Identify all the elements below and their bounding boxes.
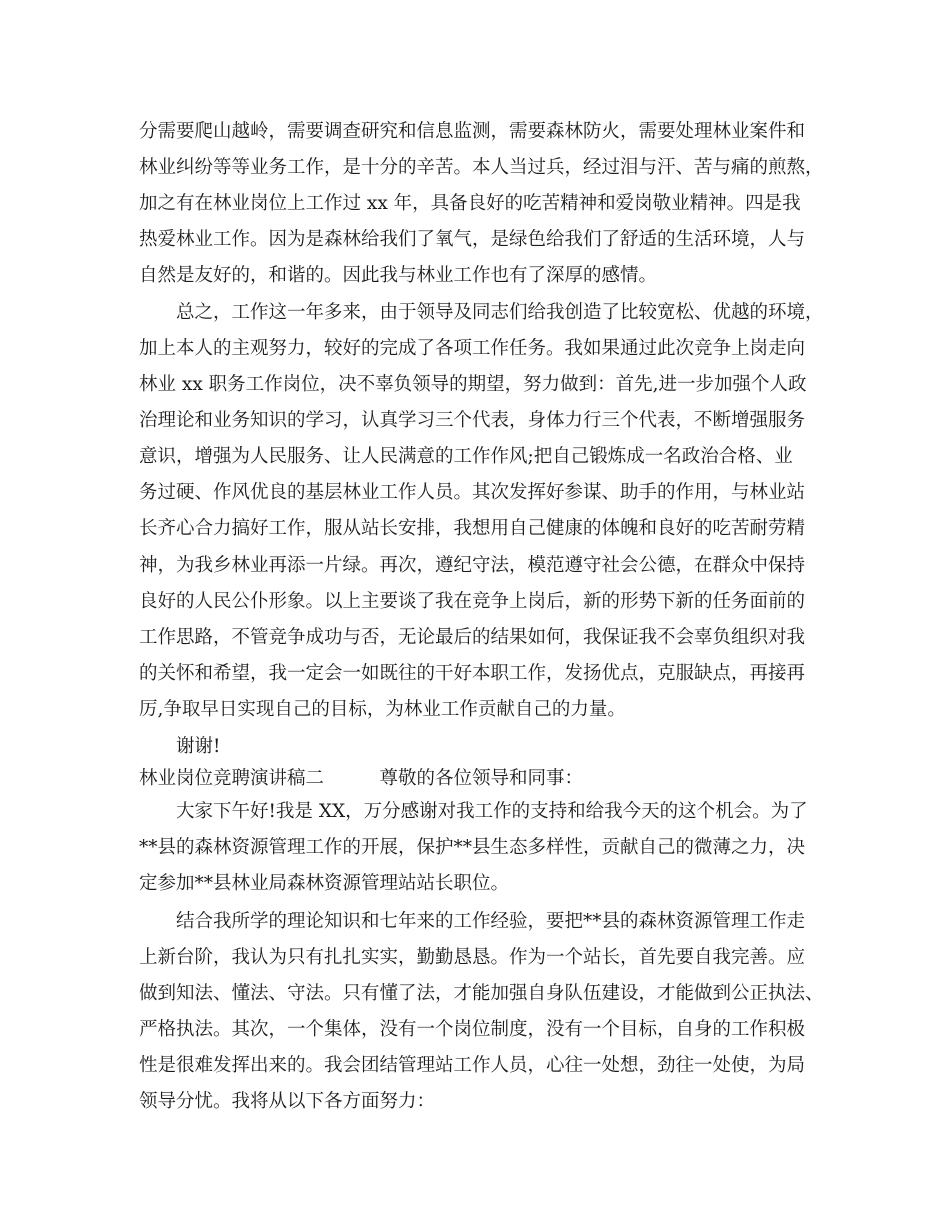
text-line: 林业 xx 职务工作岗位，决不辜负领导的期望，努力做到：首先,进一步加强个人政	[139, 374, 807, 395]
text-line: 做到知法、懂法、守法。只有懂了法，才能加强自身队伍建设，才能做到公正执法、	[139, 983, 824, 1004]
closing-thanks: 谢谢!	[176, 736, 221, 757]
text-line: 长齐心合力搞好工作，服从站长安排，我想用自己健康的体魄和良好的吃苦耐劳精	[139, 518, 806, 539]
text-line: 自然是友好的，和谐的。因此我与林业工作也有了深厚的感情。	[139, 265, 658, 286]
text-line: 加上本人的主观努力，较好的完成了各项工作任务。我如果通过此次竞争上岗走向	[139, 338, 806, 359]
paragraph-start: 结合我所学的理论知识和七年来的工作经验，要把**县的森林资源管理工作走	[176, 911, 806, 932]
section-heading: 林业岗位竞聘演讲稿二 尊敬的各位领导和同事：	[139, 768, 584, 789]
text-line: 上新台阶，我认为只有扎扎实实，勤勤恳恳。作为一个站长，首先要自我完善。应	[139, 947, 806, 968]
text-line: 良好的人民公仆形象。以上主要谈了我在竞争上岗后，新的形势下新的任务面前的	[139, 591, 806, 612]
text-line: 林业纠纷等等业务工作，是十分的辛苦。本人当过兵，经过泪与汗、苦与痛的煎熬，	[139, 157, 824, 178]
text-line: 分需要爬山越岭，需要调查研究和信息监测，需要森林防火，需要处理林业案件和	[139, 121, 806, 142]
text-line: 性是很难发挥出来的。我会团结管理站工作人员，心往一处想，劲往一处使，为局	[139, 1055, 806, 1076]
paragraph-start: 总之，工作这一年多来，由于领导及同志们给我创造了比较宽松、优越的环境，	[176, 302, 824, 323]
text-line: 热爱林业工作。因为是森林给我们了氧气，是绿色给我们了舒适的生活环境，人与	[139, 229, 806, 250]
text-line: 严格执法。其次，一个集体，没有一个岗位制度，没有一个目标，自身的工作积极	[139, 1019, 806, 1040]
text-line: 领导分忧。我将从以下各方面努力：	[139, 1091, 436, 1112]
text-line: 工作思路，不管竞争成功与否，无论最后的结果如何，我保证我不会辜负组织对我	[139, 627, 806, 648]
text-line: 神，为我乡林业再添一片绿。再次，遵纪守法，模范遵守社会公德，在群众中保持	[139, 555, 806, 576]
text-line: 务过硬、作风优良的基层林业工作人员。其次发挥好参谋、助手的作用，与林业站	[139, 482, 806, 503]
paragraph-start: 大家下午好!我是 XX，万分感谢对我工作的支持和给我今天的这个机会。为了	[176, 801, 808, 822]
text-line: 加之有在林业岗位上工作过 xx 年，具备良好的吃苦精神和爱岗敬业精神。四是我	[139, 193, 801, 214]
text-line: 意识，增强为人民服务、让人民满意的工作作风;把自己锻炼成一名政治合格、业	[139, 446, 793, 467]
text-line: 治理论和业务知识的学习，认真学习三个代表，身体力行三个代表，不断增强服务	[139, 410, 806, 431]
text-line: 定参加**县林业局森林资源管理站站长职位。	[139, 873, 510, 894]
text-line: **县的森林资源管理工作的开展，保护**县生态多样性，贡献自己的微薄之力，决	[139, 837, 806, 858]
text-line: 的关怀和希望，我一定会一如既往的干好本职工作，发扬优点，克服缺点，再接再	[139, 663, 806, 684]
text-line: 厉,争取早日实现自己的目标，为林业工作贡献自己的力量。	[139, 699, 626, 720]
